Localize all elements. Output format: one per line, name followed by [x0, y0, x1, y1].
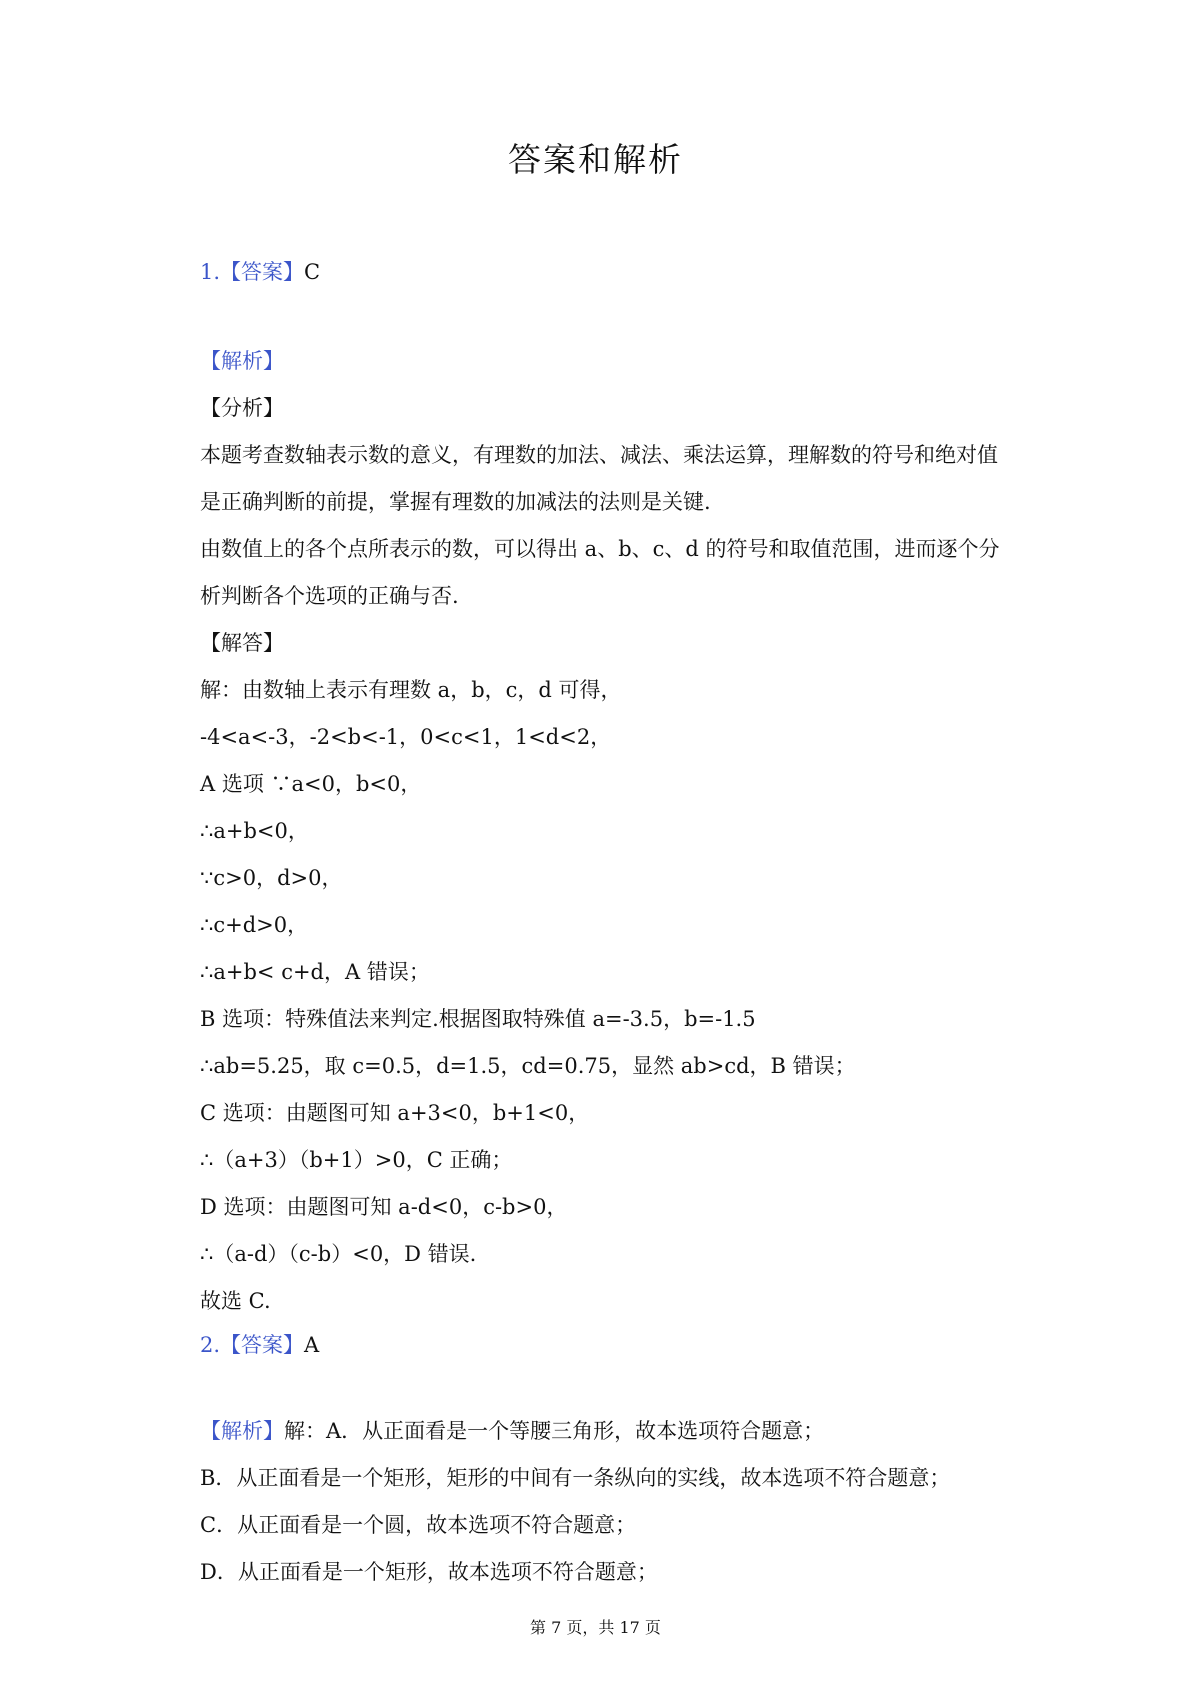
q1-jieda-line: 故选 C.: [200, 1289, 271, 1313]
q2-answer-line: [200, 1325, 1000, 1365]
q1-fenxi-tag: 【分析】: [200, 396, 284, 420]
q1-jieda-line: A 选项 ∵a<0，b<0，: [200, 772, 422, 796]
q1-jieda-line: ∴（a-d）（c-b）<0，D 错误.: [200, 1242, 477, 1266]
q1-jieda-line: ∵c>0，d>0，: [200, 866, 343, 890]
q2-answer-value: A: [304, 1333, 320, 1357]
q2-analysis-first: 解：A．从正面看是一个等腰三角形，故本选项符合题意；: [284, 1419, 825, 1443]
content-body: [200, 252, 1000, 1596]
q1-jieda-line: ∴（a+3）（b+1）>0，C 正确；: [200, 1148, 513, 1172]
q1-analysis-tag: 【解析】: [200, 349, 284, 373]
q1-fenxi-line: 析判断各个选项的正确与否.: [200, 584, 459, 608]
q1-answer-value: C: [304, 260, 321, 284]
q2-analysis-line: D．从正面看是一个矩形，故本选项不符合题意；: [200, 1560, 658, 1584]
q1-jieda-line: ∴c+d>0，: [200, 913, 309, 937]
q2-answer-tag: 【答案】: [220, 1333, 305, 1357]
q2-number: 2.: [200, 1333, 221, 1357]
page-title: 答案和解析: [508, 140, 683, 179]
page-footer: 第 7 页，共 17 页: [530, 1618, 661, 1637]
q1-answer-tag: 【答案】: [220, 260, 305, 284]
q1-jieda-line: -4<a<-3，-2<b<-1，0<c<1，1<d<2，: [200, 725, 612, 749]
q1-jieda-line: ∴a+b<0，: [200, 819, 309, 843]
q1-number: 1.: [200, 260, 221, 284]
q1-jieda-tag: 【解答】: [200, 631, 284, 655]
q1-jieda-line: D 选项：由题图可知 a-d<0，c-b>0，: [200, 1195, 568, 1219]
q1-fenxi-line: 由数值上的各个点所表示的数，可以得出 a、b、c、d 的符号和取值范围，进而逐个分: [200, 537, 1000, 561]
q2-analysis-first-line: [200, 1408, 1000, 1455]
q1-jieda-line: ∴a+b< c+d，A 错误；: [200, 960, 430, 984]
q2-analysis-line: C．从正面看是一个圆，故本选项不符合题意；: [200, 1513, 637, 1537]
q1-jieda-line: ∴ab=5.25，取 c=0.5，d=1.5，cd=0.75，显然 ab>cd，B 错误；: [200, 1054, 856, 1078]
q2-analysis-tag: 【解析】: [200, 1419, 284, 1443]
q1-jieda-line: 解：由数轴上表示有理数 a，b，c，d 可得，: [200, 678, 622, 702]
q2-analysis-line: B．从正面看是一个矩形，矩形的中间有一条纵向的实线，故本选项不符合题意；: [200, 1466, 951, 1490]
q1-fenxi-line: 本题考查数轴表示数的意义，有理数的加法、减法、乘法运算，理解数的符号和绝对值: [200, 443, 998, 467]
q1-jieda-line: B 选项：特殊值法来判定.根据图取特殊值 a=-3.5，b=-1.5: [200, 1007, 756, 1031]
q1-fenxi-line: 是正确判断的前提，掌握有理数的加减法的法则是关键.: [200, 490, 711, 514]
q1-answer-line: [200, 252, 1000, 292]
q1-jieda-line: C 选项：由题图可知 a+3<0，b+1<0，: [200, 1101, 590, 1125]
